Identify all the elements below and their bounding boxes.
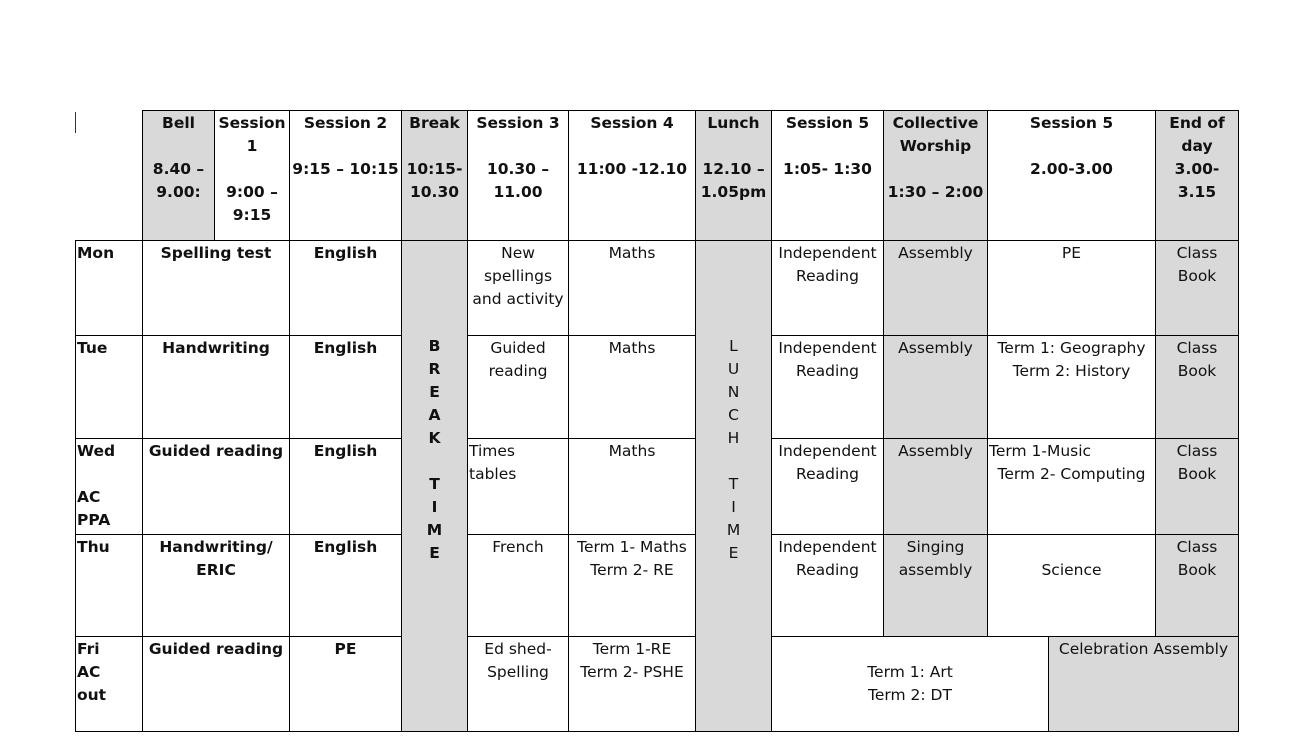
endofday-cell: Class Book <box>1156 336 1239 439</box>
session5b-cell: Science <box>988 535 1156 637</box>
session4-cell: Maths <box>569 241 696 336</box>
session3-cell: New spellings and activity <box>468 241 569 336</box>
header-session2: Session 2 9:15 – 10:15 <box>290 111 402 241</box>
session5-cell: Independent Reading <box>772 439 884 535</box>
session1-cell: Guided reading <box>143 439 290 535</box>
header-break: Break 10:15-10.30 <box>402 111 468 241</box>
session5-cell: Independent Reading <box>772 241 884 336</box>
table-row <box>76 241 1239 336</box>
session2-cell: English <box>290 439 402 535</box>
endofday-cell: Class Book <box>1156 241 1239 336</box>
header-lunch: Lunch 12.10 – 1.05pm <box>696 111 772 241</box>
header-session4: Session 4 11:00 -12.10 <box>569 111 696 241</box>
session5-cell: Independent Reading <box>772 336 884 439</box>
session5b-cell: Term 1: Geography Term 2: History <box>988 336 1156 439</box>
endofday-cell: Class Book <box>1156 535 1239 637</box>
worship-cell: Singing assembly <box>884 535 988 637</box>
day-label: Wed AC PPA <box>76 439 143 535</box>
header-session3: Session 3 10.30 – 11.00 <box>468 111 569 241</box>
session5b-cell: PE <box>988 241 1156 336</box>
endofday-cell: Class Book <box>1156 439 1239 535</box>
day-label: Tue <box>76 336 143 439</box>
header-session5: Session 5 1:05- 1:30 <box>772 111 884 241</box>
header-endofday: End of day 3.00-3.15 <box>1156 111 1239 241</box>
header-session1: Session 1 9:00 – 9:15 <box>215 111 290 241</box>
session3-cell: Times tables <box>468 439 569 535</box>
header-worship: Collective Worship 1:30 – 2:00 <box>884 111 988 241</box>
session1-cell: Guided reading <box>143 637 290 732</box>
header-row <box>76 111 1239 241</box>
table-row <box>76 336 1239 439</box>
lunch-column: L U N C H T I M E <box>696 241 772 732</box>
session3-cell: Ed shed-Spelling <box>468 637 569 732</box>
worship-cell: Assembly <box>884 336 988 439</box>
session4-cell: Term 1- Maths Term 2- RE <box>569 535 696 637</box>
worship-cell: Assembly <box>884 439 988 535</box>
afternoon-cell: Term 1: Art Term 2: DT <box>772 637 1049 732</box>
table-row <box>76 439 1239 535</box>
session2-cell: English <box>290 241 402 336</box>
session1-cell: Handwriting/ ERIC <box>143 535 290 637</box>
day-label: Mon <box>76 241 143 336</box>
session3-cell: Guided reading <box>468 336 569 439</box>
day-label: Fri AC out <box>76 637 143 732</box>
worship-cell: Assembly <box>884 241 988 336</box>
corner-cell <box>76 111 143 241</box>
table-row <box>76 535 1239 637</box>
table-row <box>76 637 1239 732</box>
day-label: Thu <box>76 535 143 637</box>
session3-cell: French <box>468 535 569 637</box>
header-bell: Bell 8.40 – 9.00: <box>143 111 215 241</box>
session2-cell: PE <box>290 637 402 732</box>
session5b-cell: Term 1-Music Term 2- Computing <box>988 439 1156 535</box>
break-column: B R E A K T I M E <box>402 241 468 732</box>
session2-cell: English <box>290 535 402 637</box>
session1-cell: Handwriting <box>143 336 290 439</box>
session4-cell: Term 1-RE Term 2- PSHE <box>569 637 696 732</box>
session4-cell: Maths <box>569 336 696 439</box>
header-session5b: Session 5 2.00-3.00 <box>988 111 1156 241</box>
session2-cell: English <box>290 336 402 439</box>
session5-cell: Independent Reading <box>772 535 884 637</box>
celebration-assembly-cell: Celebration Assembly <box>1049 637 1239 732</box>
session1-cell: Spelling test <box>143 241 290 336</box>
session4-cell: Maths <box>569 439 696 535</box>
timetable <box>75 110 1239 732</box>
